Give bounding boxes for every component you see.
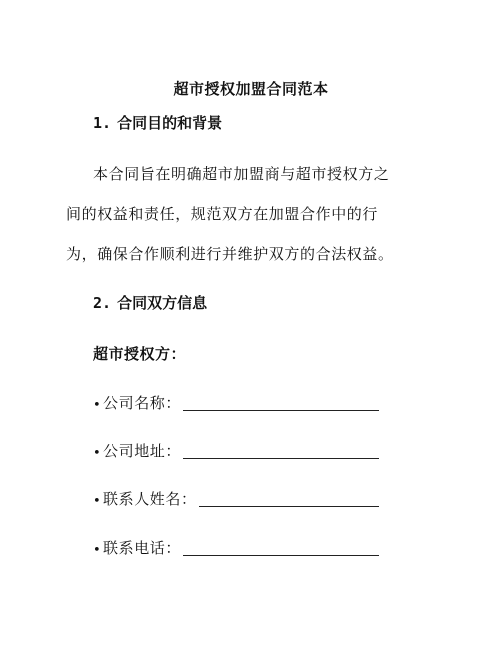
paragraph-line: 本合同旨在明确超市加盟商与超市授权方之 bbox=[93, 165, 390, 183]
contact-phone-blank[interactable] bbox=[183, 541, 379, 556]
field-label: 公司地址： bbox=[103, 442, 182, 460]
section-2-number: 2. bbox=[93, 294, 112, 312]
paragraph-line: 间的权益和责任，规范双方在加盟合作中的行 bbox=[66, 205, 379, 223]
paragraph-line: 为，确保合作顺利进行并维护双方的合法权益。 bbox=[66, 245, 394, 263]
bullet: • bbox=[93, 446, 102, 461]
company-address-field bbox=[93, 440, 379, 461]
company-address-blank[interactable] bbox=[183, 444, 379, 459]
party-subheading: 超市授权方： bbox=[93, 345, 187, 363]
section-1-number: 1. bbox=[93, 114, 112, 132]
section-1-heading bbox=[93, 112, 222, 133]
company-name-field bbox=[93, 392, 379, 413]
contact-name-field bbox=[93, 488, 379, 509]
contact-name-blank[interactable] bbox=[199, 492, 379, 507]
bullet: • bbox=[93, 543, 102, 558]
document-title: 超市授权加盟合同范本 bbox=[173, 80, 329, 98]
company-name-blank[interactable] bbox=[183, 396, 379, 411]
field-label: 公司名称： bbox=[103, 394, 182, 412]
bullet: • bbox=[93, 494, 102, 509]
section-2-title: 合同双方信息 bbox=[117, 294, 208, 312]
section-2-heading bbox=[93, 292, 207, 313]
field-label: 联系人姓名： bbox=[103, 490, 197, 508]
field-label: 联系电话： bbox=[103, 539, 182, 557]
contact-phone-field bbox=[93, 537, 379, 558]
bullet: • bbox=[93, 398, 102, 413]
section-1-title: 合同目的和背景 bbox=[117, 114, 223, 132]
